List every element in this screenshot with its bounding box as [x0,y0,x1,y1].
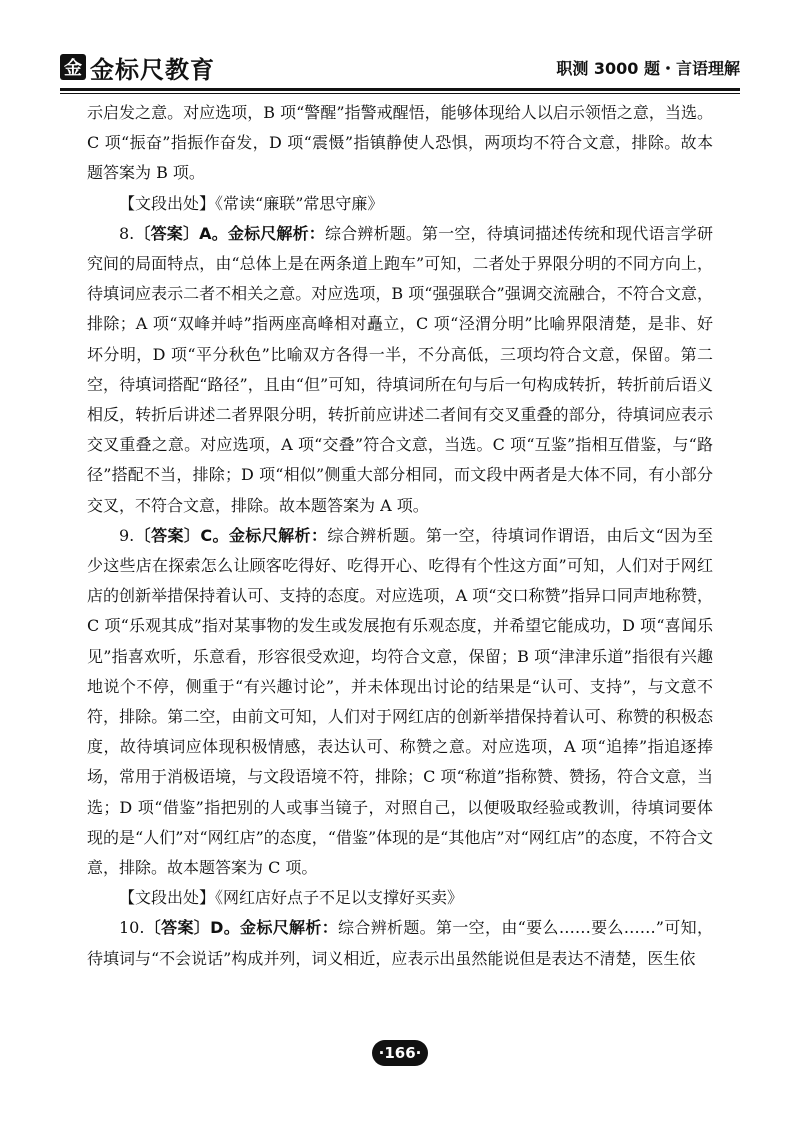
source-note-2 [87,883,713,913]
logo-text: 金标尺教育 [90,55,215,84]
source-title: 《网红店好点子不足以支撑好买卖》 [215,888,464,908]
source-title: 《常读“廉联”常思守廉》 [215,193,384,213]
analysis-label: 金标尺解析： [227,223,325,243]
page-number: ·166· [372,1040,428,1066]
analysis-text: 综合辨析题。第一空，待填词作谓语，由后文“因为至少这些店在探索怎么让顾客吃得好、吃得开心、吃得有个性这方面”可知，人们对于网红店的创新举措保持着认可、支持的态度。对应选项，A 项“交口称赞”指异口同声地称赞，C 项“乐观其成”指对某事物的发生或发展抱有乐观态度，并希望它能成功，D 项“喜闻乐见”指喜欢听，乐意看，形容很受欢迎，均符合文意，保留；B 项“津津乐道”指很有兴趣地说个不停，侧重于“有兴趣讨论”，并未体现出讨论的结果是“认可、支持”，与文意不符，排除。第二空，由前文可知，人们对于网红店的创新举措保持着认可、称赞的积极态度，故待填词应体现积极情感，表达认可、称赞之意。对应选项，A 项“追捧”指追逐捧场，常用于消极语境，与文段语境不符，排除；C 项“称道”指称赞、赞扬，符合文意，当选；D 项“借鉴”指把别的人或事当镜子，对照自己，以便吸取经验或教训，待填词要体现的是“人们”对“网红店”的态度，“借鉴”体现的是“其他店”对“网红店”的态度，不符合文意，排除。故本题答案为 C 项。 [87,525,713,878]
book-title: 职测 3000 题・言语理解 [556,58,740,78]
explanation-q9 [87,521,713,883]
analysis-label: 金标尺解析： [240,918,339,938]
page-body [87,98,713,974]
answer-label: 〔答案〕A。 [134,223,228,243]
header-rule-thick [60,88,740,91]
question-number: 10. [119,918,145,938]
explanation-q8 [87,219,713,521]
analysis-text: 综合辨析题。第一空，待填词描述传统和现代语言学研究间的局面特点，由“总体上是在两条道上跑车”可知，二者处于界限分明的不同方向上，待填词应表示二者不相关之意。对应选项，B 项“强强联合”强调交流融合，不符合文意，排除；A 项“双峰并峙”指两座高峰相对矗立，C 项“泾渭分明”比喻界限清楚，是非、好坏分明，D 项“平分秋色”比喻双方各得一半，不分高低，三项均符合文意，保留。第二空，待填词搭配“路径”，且由“但”可知，待填词所在句与后一句构成转折，转折前后语义相反，转折后讲述二者界限分明，转折前应讲述二者间有交叉重叠的部分，待填词应表示交叉重叠之意。对应选项，A 项“交叠”符合文意，当选。C 项“互鉴”指相互借鉴，与“路径”搭配不当，排除；D 项“相似”侧重大部分相同，而文段中两者是大体不同，有小部分交叉，不符合文意，排除。故本题答案为 A 项。 [87,223,713,515]
source-label: 【文段出处】 [119,193,216,213]
paragraph-continued: 示启发之意。对应选项，B 项“警醒”指警戒醒悟，能够体现给人以启示领悟之意，当选。C 项“振奋”指振作奋发，D 项“震慑”指镇静使人恐惧，两项均不符合文意，排除。故本题答案为 B 项。 [87,103,713,183]
question-number: 8. [119,223,135,243]
question-number: 9. [119,525,135,545]
answer-label: 〔答案〕D。 [144,918,241,938]
page-header [60,44,740,90]
publisher-logo [60,50,215,85]
source-note-1 [87,189,713,219]
answer-label: 〔答案〕C。 [134,525,229,545]
source-label: 【文段出处】 [119,888,216,908]
analysis-text: 综合辨析题。第一空，由“要么……要么……”可知，待填词与“不会说话”构成并列，词义相近，应表示出虽然能说但是表达不清楚，医生依 [87,918,713,968]
explanation-q10 [87,913,713,973]
analysis-label: 金标尺解析： [228,525,328,545]
header-rule-thin [60,93,740,94]
logo-icon: 金 [60,54,86,80]
